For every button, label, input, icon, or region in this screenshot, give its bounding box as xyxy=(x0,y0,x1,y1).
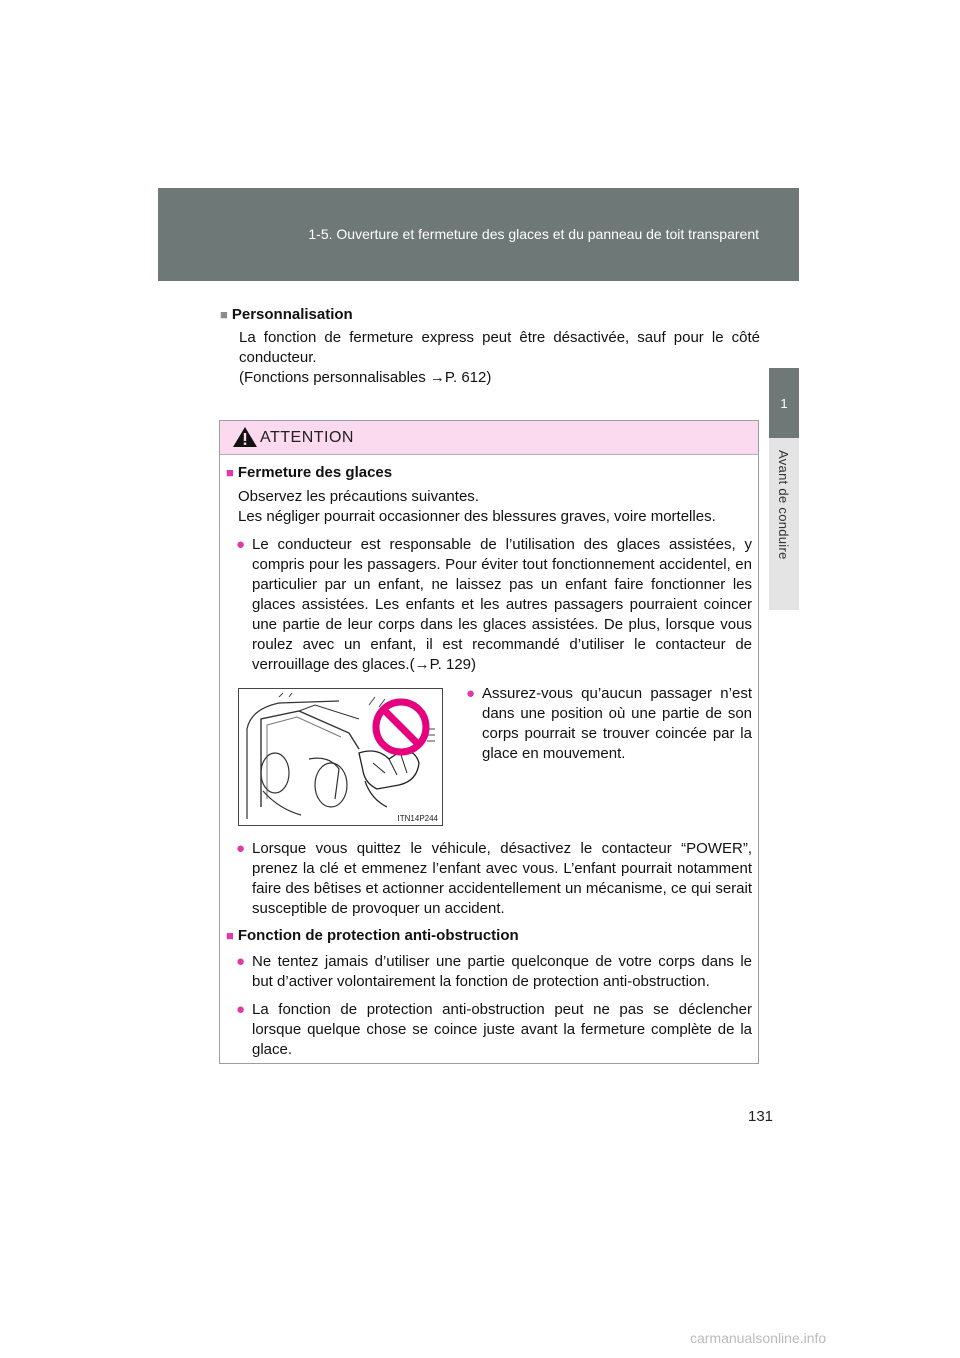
bullet-text: Le conducteur est responsable de l’utilisation des glaces assistées, y compris pour les passagers. Pour éviter tout fonctionnement accidentel, en particulier par un enfant, ne laissez pas un enfant faire fonctionner les glaces assistées. Les enfants et les autres passagers pourraient coincer une partie de leur corps dans les glaces assistées. De plus, lorsque vous roulez avec un enfant, il est recommandé d’utiliser le contacteur de verrouillage des glaces.(→P. 129) xyxy=(252,536,752,673)
square-bullet-icon: ■ xyxy=(226,465,234,480)
window-pinch-drawing xyxy=(239,689,442,825)
round-bullet-icon: ● xyxy=(236,536,246,553)
subheading-text: Fonction de protection anti-obstruction xyxy=(237,927,519,944)
footer-watermark: carmanualsonline.info xyxy=(690,1330,827,1346)
round-bullet-icon: ● xyxy=(466,685,476,702)
attention-box xyxy=(219,420,759,1064)
attention-intro-1: Observez les précautions suivantes. xyxy=(238,488,479,505)
page-number: 131 xyxy=(748,1108,774,1125)
subheading-text: Fermeture des glaces xyxy=(237,464,393,481)
bullet-text: Assurez-vous qu’aucun passager n’est dans une position où une partie de son corps pourrait se trouver coincée par la glace en mouvement. xyxy=(482,685,752,762)
prohibition-sign-icon xyxy=(376,702,426,752)
attention-bullet xyxy=(220,1000,760,1060)
bullet-text: Lorsque vous quittez le véhicule, désactivez le contacteur “POWER”, prenez la clé et emmenez l’enfant avec vous. L’enfant pourrait notamment faire des bêtises et actionner accidentellement un mécanisme, ce qui serait susceptible de provoquer un accident. xyxy=(252,840,752,917)
attention-title: ATTENTION xyxy=(260,429,354,446)
chapter-tab-number: 1 xyxy=(769,368,799,438)
round-bullet-icon: ● xyxy=(236,1001,246,1018)
square-bullet-icon: ■ xyxy=(220,307,228,322)
attention-bullet xyxy=(220,839,760,919)
section-heading: Personnalisation xyxy=(231,306,353,323)
chapter-side-label: Avant de conduire xyxy=(776,450,791,560)
attention-bullet-beside-illustration xyxy=(466,684,752,764)
section-body: La fonction de fermeture express peut être désactivée, sauf pour le côté conducteur. xyxy=(239,329,760,366)
attention-bullet xyxy=(466,684,752,764)
attention-subheading-antiobstruction xyxy=(226,927,760,944)
window-pinch-illustration xyxy=(238,688,443,826)
section-heading-row xyxy=(220,306,760,324)
bullet-text: Ne tentez jamais d’utiliser une partie quelconque de votre corps dans le but d’activer volontairement la fonction de protection anti-obstruction. xyxy=(252,953,752,990)
attention-intro-2: Les négliger pourrait occasionner des blessures graves, voire mortelles. xyxy=(238,508,716,525)
chapter-title: 1-5. Ouverture et fermeture des glaces et du panneau de toit transparent xyxy=(308,226,759,242)
personnalisation-section xyxy=(220,306,760,388)
illustration-code: ITN14P244 xyxy=(397,814,438,823)
attention-subheading-fermeture xyxy=(226,464,760,481)
attention-bullet xyxy=(220,535,760,675)
attention-bullet xyxy=(220,952,760,992)
round-bullet-icon: ● xyxy=(236,953,246,970)
square-bullet-icon: ■ xyxy=(226,928,234,943)
section-crossref: (Fonctions personnalisables →P. 612) xyxy=(239,369,492,386)
round-bullet-icon: ● xyxy=(236,840,246,857)
warning-triangle-icon xyxy=(232,425,258,449)
chapter-header-band xyxy=(158,188,799,281)
bullet-text: La fonction de protection anti-obstruction peut ne pas se déclencher lorsque quelque chose se coince juste avant la fermeture complète de la glace. xyxy=(252,1001,752,1058)
attention-header xyxy=(220,421,758,455)
